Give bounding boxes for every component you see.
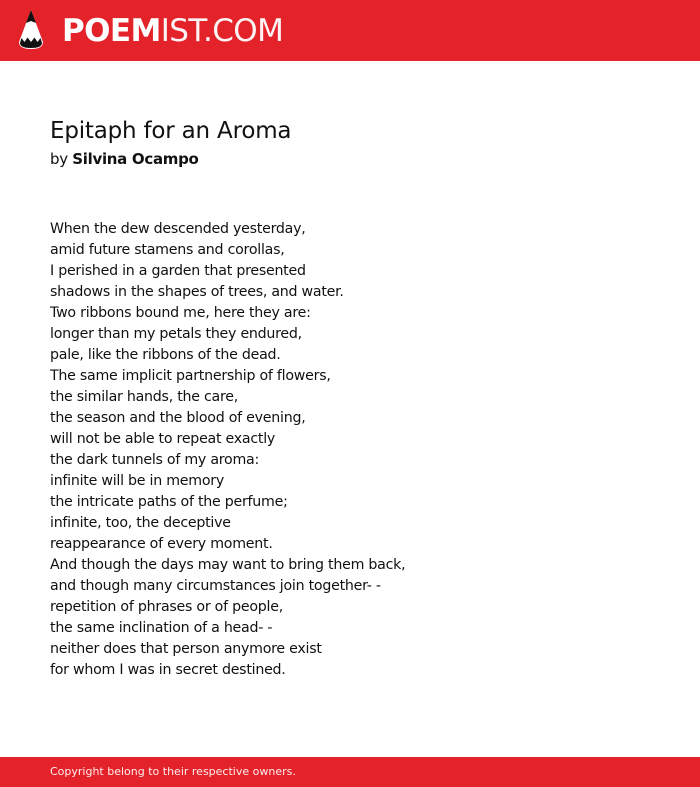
logo-brand-light: IST.COM: [160, 13, 284, 49]
poem-line: the dark tunnels of my aroma:: [50, 452, 260, 468]
poem-line: repetition of phrases or of people,: [50, 599, 283, 615]
site-footer: [0, 757, 700, 787]
poem-line: shadows in the shapes of trees, and water.: [50, 284, 344, 300]
copyright-notice: Copyright belong to their respective owners.: [50, 765, 296, 778]
by-label: by: [50, 150, 68, 168]
poem-line: the intricate paths of the perfume;: [50, 494, 288, 510]
poem-author: Silvina Ocampo: [72, 150, 199, 168]
poem-line: I perished in a garden that presented: [50, 263, 306, 279]
poem-line: for whom I was in secret destined.: [50, 662, 286, 678]
poem-byline: [50, 149, 199, 169]
poem-line: the same inclination of a head- -: [50, 620, 273, 636]
poem-line: infinite, too, the deceptive: [50, 515, 231, 531]
poem-line: neither does that person anymore exist: [50, 641, 322, 657]
poem-title: Epitaph for an Aroma: [50, 118, 292, 144]
poem-line: amid future stamens and corollas,: [50, 242, 285, 258]
site-header: [0, 0, 700, 61]
site-logo[interactable]: [62, 11, 283, 51]
poem-line: will not be able to repeat exactly: [50, 431, 276, 447]
poem-line: reappearance of every moment.: [50, 536, 273, 552]
poem-line: infinite will be in memory: [50, 473, 225, 489]
logo-brand-bold: POEM: [62, 13, 161, 49]
pencil-tip-icon: [17, 8, 45, 52]
poem-line: longer than my petals they endured,: [50, 326, 302, 342]
poem-line: When the dew descended yesterday,: [50, 221, 306, 237]
poem-line: The same implicit partnership of flowers,: [50, 368, 331, 384]
poem-body: [50, 219, 650, 681]
poem-line: Two ribbons bound me, here they are:: [50, 305, 311, 321]
poem-line: And though the days may want to bring them back,: [50, 557, 406, 573]
poem-line: and though many circumstances join together- -: [50, 578, 381, 594]
poem-line: pale, like the ribbons of the dead.: [50, 347, 281, 363]
poem-line: the season and the blood of evening,: [50, 410, 306, 426]
poem-line: the similar hands, the care,: [50, 389, 239, 405]
